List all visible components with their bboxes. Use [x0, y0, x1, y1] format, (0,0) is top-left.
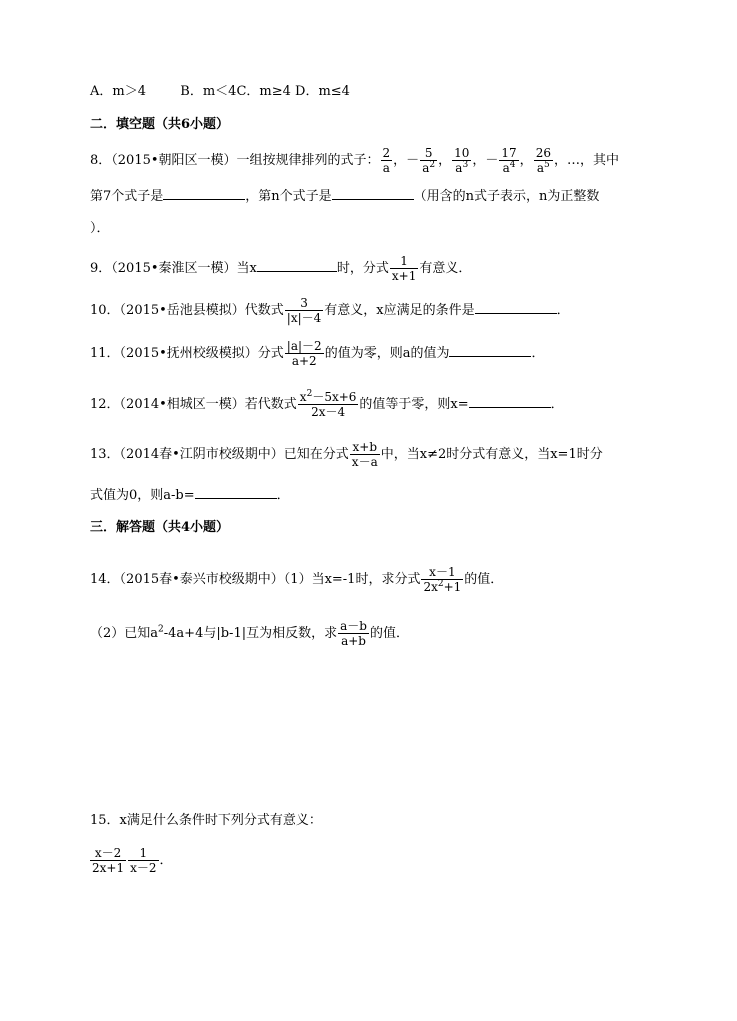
section3-heading: 三．解答题（共4小题）: [90, 520, 230, 535]
q14-p2-exp: 2: [158, 624, 164, 635]
q15-fraction-1: $\frac{x-2}{2x+1}$: [92, 846, 125, 875]
q14-prefix: 14．（2015春•泰兴市校级期中）（1）当x=-1时，求分式: [90, 572, 421, 587]
q8-term5: $\frac{26}{a^5}$: [535, 146, 551, 175]
q9-answer-blank[interactable]: [257, 259, 337, 272]
question-15: 15．x满足什么条件时下列分式有意义：: [90, 813, 322, 828]
q8-prefix: 8．（2015•朝阳区一模）一组按规律排列的式子：: [90, 153, 380, 168]
q10-suffix: ．: [556, 303, 570, 318]
q11-prefix: 11．（2015•抚州校级模拟）分式: [90, 346, 284, 361]
q8-term3: $\frac{10}{a^3}$: [454, 146, 470, 175]
q9-suffix: 有意义．: [419, 261, 472, 276]
question-10: [90, 296, 570, 325]
question-13-line2: [90, 486, 290, 504]
option-c: C．m≥4: [236, 84, 291, 99]
q13-line2-a: 式值为0，则a-b=: [90, 488, 195, 503]
q8-sep1: ，－: [393, 153, 420, 168]
q11-suffix: ．: [531, 346, 545, 361]
q12-suffix: ．: [550, 397, 564, 412]
q8-term4: $\frac{17}{a^4}$: [501, 146, 517, 175]
question-8-line2: [90, 187, 599, 205]
q14-fraction-2: $\frac{a-b}{a+b}$: [340, 619, 367, 648]
q13-prefix: 13．（2014春•江阴市校级期中）已知在分式: [90, 447, 349, 462]
q11-mid: 的值为零，则a的值为: [324, 346, 450, 361]
q10-fraction: $\frac{3}{|x|-4}$: [286, 296, 322, 325]
question-14-part2: [90, 619, 409, 648]
question-14-part1: [90, 565, 503, 594]
q11-fraction: $\frac{|a|-2}{a+2}$: [286, 339, 322, 368]
section2-heading: 二．填空题（共6小题）: [90, 117, 230, 132]
question-11: [90, 339, 544, 368]
q9-fraction: $\frac{1}{x+1}$: [391, 254, 417, 283]
q10-mid: 有意义，x应满足的条件是: [324, 303, 475, 318]
q8-line2-c: （用含的n式子表示，n为正整数: [413, 189, 600, 204]
q12-mid: 的值等于零，则x=: [359, 397, 469, 412]
q8-answer-blank-1[interactable]: [163, 187, 245, 200]
q8-line2-a: 第7个式子是: [90, 189, 164, 204]
q13-mid: 中，当x≠2时分式有意义，当x=1时分: [380, 447, 603, 462]
question-12: [90, 390, 564, 419]
q14-p2-prefix: （2）已知a: [90, 626, 159, 641]
q13-fraction: $\frac{x+b}{x-a}$: [351, 440, 378, 469]
option-b: B．m＜4: [180, 84, 237, 99]
q8-tail: ，…，其中: [553, 153, 619, 168]
q12-prefix: 12．（2014•相城区一模）若代数式: [90, 397, 297, 412]
question-13-line1: [90, 440, 603, 469]
q15-suffix: ．: [159, 853, 173, 868]
q15-fraction-2: $\frac{1}{x-2}$: [130, 846, 157, 875]
q13-answer-blank[interactable]: [195, 486, 277, 499]
q14-p2-suffix: 的值．: [369, 626, 409, 641]
question-15-fractions: [90, 846, 173, 875]
question-9: [90, 254, 471, 283]
q12-fraction: $\frac{x^2-5x+6}{2x-4}$: [299, 389, 357, 419]
q8-term2: $\frac{5}{a^2}$: [422, 146, 436, 175]
q7-options: [90, 84, 350, 100]
q8-sep3: ，－: [472, 153, 499, 168]
q14-p2-mid: -4a+4与|b-1|互为相反数，求: [163, 626, 338, 641]
q8-sep2: ，: [438, 153, 452, 168]
q10-prefix: 10．（2015•岳池县模拟）代数式: [90, 303, 284, 318]
option-d: D．m≤4: [295, 84, 350, 99]
q14-suffix: 的值．: [464, 572, 504, 587]
q10-answer-blank[interactable]: [475, 301, 557, 314]
option-a: A．m＞4: [90, 84, 146, 99]
q8-answer-blank-2[interactable]: [332, 187, 414, 200]
q12-answer-blank[interactable]: [469, 395, 551, 408]
q8-sep4: ，: [519, 153, 533, 168]
q9-prefix: 9．（2015•秦淮区一模）当x: [90, 261, 257, 276]
q9-mid: 时，分式: [336, 261, 389, 276]
q14-fraction-1: $\frac{x-1}{2x^2+1}$: [423, 565, 462, 594]
question-8-line1: [90, 146, 619, 175]
q11-answer-blank[interactable]: [449, 344, 531, 357]
question-8-line3: ）．: [90, 221, 110, 236]
q8-line2-b: ，第n个式子是: [245, 189, 332, 204]
q8-term1: $\frac{2}{a}$: [382, 146, 391, 175]
q13-line2-b: ．: [276, 488, 290, 503]
